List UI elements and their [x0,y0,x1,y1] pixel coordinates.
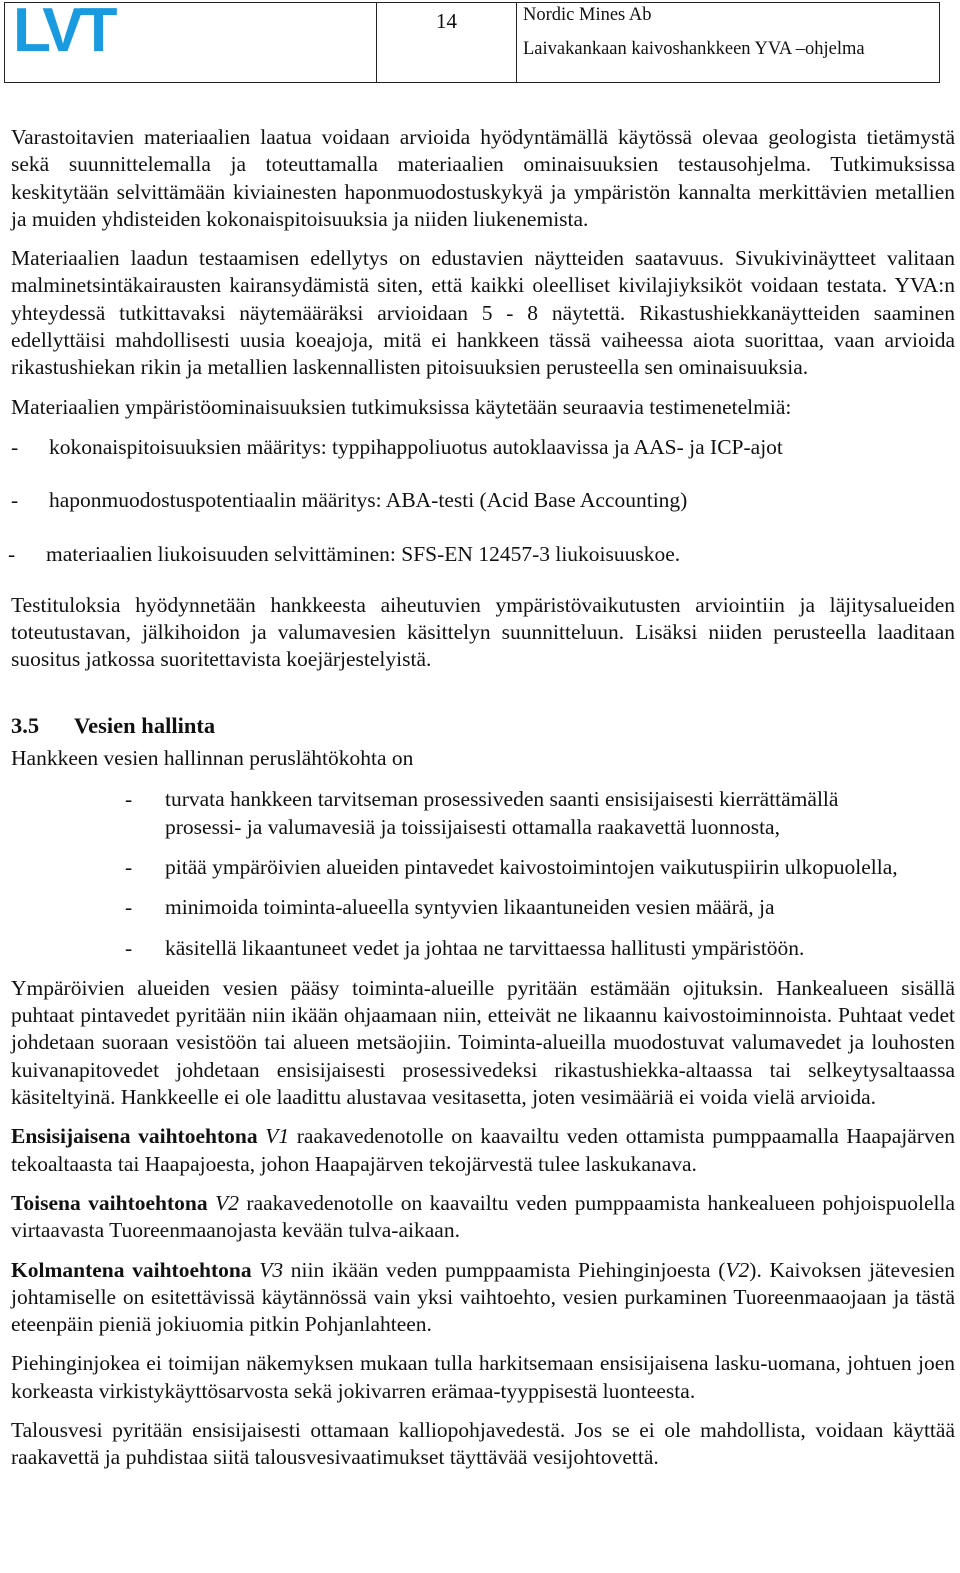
list-item-text: turvata hankkeen tarvitseman prosessiveden saanti ensisijaisesti kierrättämällä prosessi- ja valumavesiä ja toissijaisesti ottamalla raakavettä luonnosta, [165,787,839,839]
methods-list [8,434,955,568]
list-item-text: materiaalien liukoisuuden selvittäminen: SFS-EN 12457-3 liukoisuuskoe. [46,541,681,566]
list-item-text: käsitellä likaantuneet vedet ja johtaa ne tarvittaessa hallitusti ympäristöön. [165,935,805,960]
section-heading [11,712,955,739]
list-item: - materiaalien liukoisuuden selvittäminen: SFS-EN 12457-3 liukoisuuskoe. [8,541,955,568]
paragraph-5: Hankkeen vesien hallinnan peruslähtökohta on [11,746,414,771]
page-number: 14 [377,3,517,82]
lvt-logo-text: LVT [13,3,114,59]
paragraph-9: Kolmantena vaihtoehtona V3 niin ikään veden pumppaamista Piehinginjoesta (V2). Kaivoksen jätevesien johtamiselle on esitettävissä käytännössä vain yksi vaihtoehto, vesien purkaminen Tuoreenmaaojaan ja tästä eteenpäin pieniä jokiuomia pitkin Pohjanlahteen. [11,1257,955,1337]
page-header [4,2,940,83]
document-title: Laivakankaan kaivoshankkeen YVA –ohjelma [523,39,865,59]
paragraph-1: Varastoitavien materiaalien laatua voidaan arvioida hyödyntämällä käytössä olevaa geologista tietämystä sekä suunnittelemalla ja toteuttamalla materiaalien ominaisuuksien testausohjelma. Tutkimuksissa keskitytään selvittämään kiviainesten haponmuodostuskykyä ja ympäristön kannalta merkittävien metallien ja muiden yhdisteiden kokonaispitoisuuksia ja niiden liukenemista. [11,125,955,231]
paragraph-2: Materiaalien laadun testaamisen edellytys on edustavien näytteiden saatavuus. Sivukivinäytteet valitaan malminetsintäkairausten kairansydämistä siten, että kaikki oleelliset kivilajiyksiköt voidaan testata. YVA:n yhteydessä tutkittavaksi näytemääräksi arvioidaan 5 - 8 näytettä. Rikastushiekkanäytteiden saaminen edellyttäisi mahdollisesti uusia koeajoja, mitä ei hankkeen tässä vaiheessa aiota suorittaa, vaan arvioida rikastushiekan rikin ja metallien laskennallisten pitoisuuksien perusteella sen ominaisuuksia. [11,246,955,380]
header-info [517,3,939,82]
list-item: - käsitellä likaantuneet vedet ja johtaa ne tarvittaessa hallitusti ympäristöön. [11,935,955,962]
paragraph-10: Piehinginjokea ei toimijan näkemyksen mukaan tulla harkitsemaan ensisijaisena lasku-uomana, johtuen joen korkeasta virkistykäyttösarvosta sekä jokivarren erämaa-tyyppisestä luonteesta. [11,1351,955,1403]
paragraph-3: Materiaalien ympäristöominaisuuksien tutkimuksissa käytetään seuraavia testimenetelmiä: [11,394,792,419]
paragraph-4: Testituloksia hyödynnetään hankkeesta aiheutuvien ympäristövaikutusten arviointiin ja läjitysalueiden toteutustavan, jälkihoidon ja valumavesien käsittelyn suunnitteluun. Lisäksi niiden perusteella laaditaan suositus jatkossa suoritettavista koejärjestelyistä. [11,592,955,672]
section-title: Vesien hallinta [74,712,216,738]
company-name: Nordic Mines Ab [523,5,652,25]
list-item-text: minimoida toiminta-alueella syntyvien likaantuneiden vesien määrä, ja [165,895,775,920]
section-number: 3.5 [11,712,40,738]
lvt-logo [13,3,145,59]
list-item-text: pitää ympäröivien alueiden pintavedet kaivostoimintojen vaikutuspiirin ulkopuolella, [165,854,898,879]
list-item: - haponmuodostuspotentiaalin määritys: ABA-testi (Acid Base Accounting) [11,487,955,514]
paragraph-6: Ympäröivien alueiden vesien pääsy toiminta-alueille pyritään estämään ojituksin. Hankealueen sisällä puhtaat pintavedet pyritään niin ikään ohjaamaan niin, etteivät ne likaannu kaivostoiminnoista. Puhtaat vedet johdetaan suoraan vesistöön tai alueen metsäojiin. Toiminta-alueilla muodostuvat valumavedet ja louhosten kuivanapitovedet johdetaan ensisijaisesti prosessivedeksi rikastushiekka-altaassa tai selkeytysaltaassa käsiteltyinä. Hankkeelle ei ole laadittu alustavaa vesitasetta, joten vesimääriä ei voida vielä arvioida. [11,975,955,1110]
list-item: - minimoida toiminta-alueella syntyvien likaantuneiden vesien määrä, ja [11,894,955,921]
paragraph-7: Ensisijaisena vaihtoehtona V1 raakavedenotolle on kaavailtu veden ottamista pumppaamalla Haapajärven tekoaltaasta tai Haapajoesta, johon Haapajärven tekojärvestä tulee laskukanava. [11,1124,956,1176]
goals-list [11,786,955,961]
list-item: - turvata hankkeen tarvitseman prosessiveden saanti ensisijaisesti kierrättämällä prosessi- ja valumavesiä ja toissijaisesti ottamalla raakavettä luonnosta, [11,786,955,841]
document-body [8,124,956,1484]
list-item: - kokonaispitoisuuksien määritys: typpihappoliuotus autoklaavissa ja AAS- ja ICP-ajot [11,434,955,461]
list-item: - pitää ympäröivien alueiden pintavedet kaivostoimintojen vaikutuspiirin ulkopuolella, [11,854,955,881]
paragraph-11: Talousvesi pyritään ensisijaisesti ottamaan kalliopohjavedestä. Jos se ei ole mahdollista, voidaan käyttää raakavettä ja puhdistaa siitä talousvesivaatimukset täyttävää vesijohtovettä. [11,1417,955,1470]
paragraph-8: Toisena vaihtoehtona V2 raakavedenotolle on kaavailtu veden pumppaamista hankealueen pohjoispuolella virtaavasta Tuoreenmaanojasta kevään tulva-aikaan. [11,1190,955,1243]
logo-cell [5,3,377,82]
list-item-text: haponmuodostuspotentiaalin määritys: ABA-testi (Acid Base Accounting) [49,488,688,513]
list-item-text: kokonaispitoisuuksien määritys: typpihappoliuotus autoklaavissa ja AAS- ja ICP-ajot [49,434,783,459]
